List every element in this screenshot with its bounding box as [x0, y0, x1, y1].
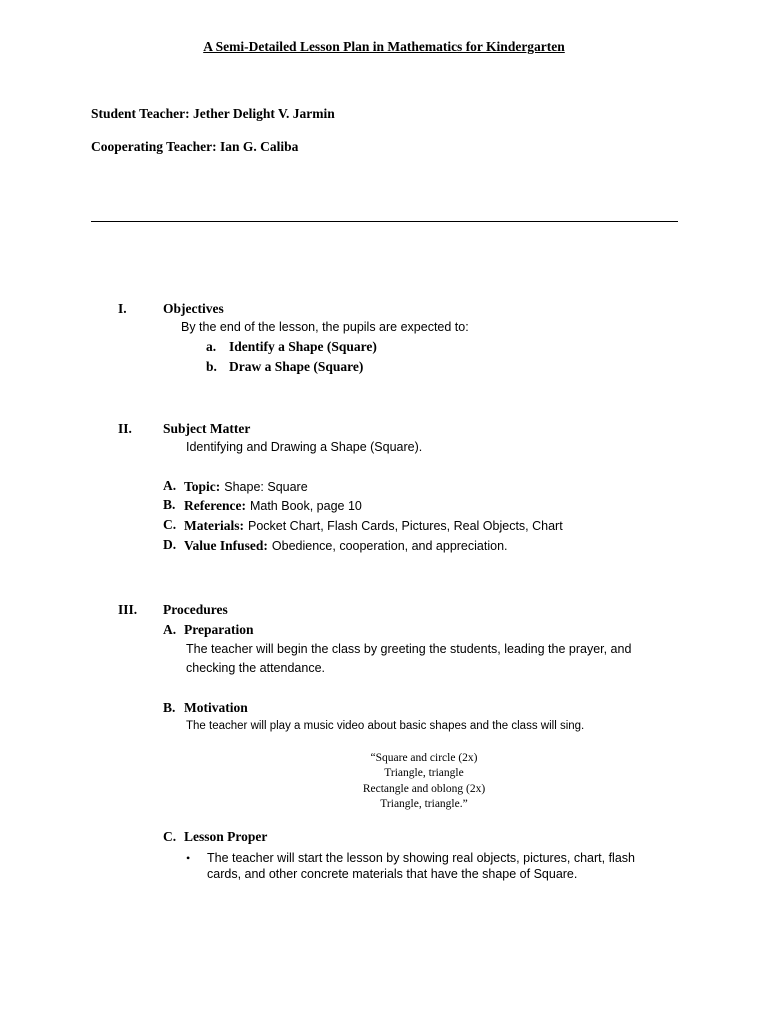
lesson-proper-text-line: The teacher will start the lesson by showing real objects, pictures, chart, flash [207, 851, 635, 865]
horizontal-rule [91, 221, 678, 222]
preparation-text-line: The teacher will begin the class by greeting the students, leading the prayer, and [186, 642, 632, 656]
section-numeral: III. [118, 602, 138, 617]
item-label: Materials: [184, 518, 244, 533]
subject-item-topic [184, 479, 308, 495]
list-letter: D. [163, 537, 177, 552]
student-teacher: Student Teacher: Jether Delight V. Jarmin [91, 106, 335, 121]
subject-item-value-infused [184, 538, 508, 554]
bullet-icon: • [186, 851, 191, 865]
objectives-intro: By the end of the lesson, the pupils are expected to: [181, 320, 469, 334]
item-label: Topic: [184, 479, 221, 494]
list-letter: B. [163, 497, 176, 512]
objective-item: Identify a Shape (Square) [229, 339, 377, 354]
song-line: “Square and circle (2x) [370, 752, 478, 764]
item-value: Shape: Square [224, 480, 308, 494]
preparation-text-line: checking the attendance. [186, 661, 325, 675]
objective-item: Draw a Shape (Square) [229, 359, 364, 374]
document-title: A Semi-Detailed Lesson Plan in Mathematics for Kindergarten [203, 39, 565, 54]
lesson-proper-text-line: cards, and other concrete materials that have the shape of Square. [207, 867, 578, 881]
list-letter: A. [163, 622, 177, 637]
section-heading-subject-matter: Subject Matter [163, 421, 251, 436]
subsection-heading-preparation: Preparation [184, 622, 254, 637]
section-numeral: I. [118, 301, 127, 316]
song-line: Triangle, triangle [384, 767, 464, 780]
item-value: Math Book, page 10 [249, 499, 362, 513]
item-label: Reference: [184, 498, 246, 513]
song-lyrics [280, 751, 568, 812]
song-line: Triangle, triangle.” [380, 797, 468, 810]
section-heading-objectives: Objectives [163, 301, 224, 316]
list-letter: a. [206, 339, 217, 354]
item-value: Pocket Chart, Flash Cards, Pictures, Real Objects, Chart [247, 519, 563, 533]
section-numeral: II. [118, 421, 132, 436]
section-heading-procedures: Procedures [163, 602, 228, 617]
song-line: Rectangle and oblong (2x) [362, 782, 486, 795]
list-letter: B. [163, 700, 176, 715]
list-letter: C. [163, 517, 177, 532]
cooperating-teacher: Cooperating Teacher: Ian G. Caliba [91, 139, 299, 154]
item-label: Value Infused: [184, 538, 268, 553]
subsection-heading-lesson-proper: Lesson Proper [184, 829, 268, 844]
subject-item-reference [184, 498, 362, 514]
motivation-text: The teacher will play a music video about basic shapes and the class will sing. [186, 720, 585, 732]
list-letter: C. [163, 829, 177, 844]
list-letter: b. [206, 359, 217, 374]
list-letter: A. [163, 478, 177, 493]
item-value: Obedience, cooperation, and appreciation. [271, 539, 508, 553]
subject-item-materials [184, 518, 563, 534]
subsection-heading-motivation: Motivation [184, 700, 248, 715]
subject-matter-intro: Identifying and Drawing a Shape (Square). [186, 440, 423, 454]
